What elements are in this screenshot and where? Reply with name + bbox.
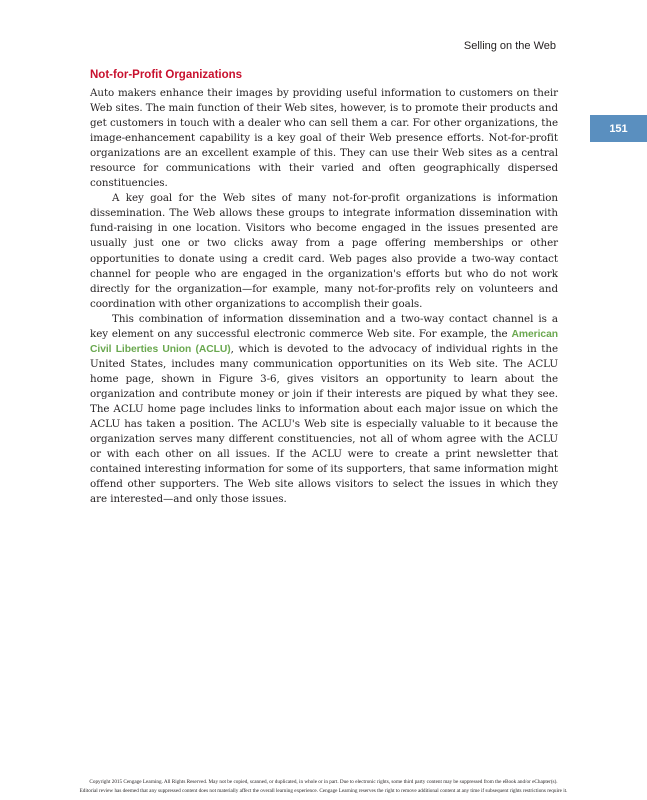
page-number-tab: 151 xyxy=(590,115,647,142)
paragraph-3-text-before: This combination of information dissemination and a two-way contact channel is a key element on any successful electronic commerce Web site. For example, the xyxy=(90,312,558,340)
paragraph-3 xyxy=(90,312,558,508)
paragraph-2: A key goal for the Web sites of many not-for-profit organizations is information dissemination. The Web allows these groups to integrate information dissemination with fund-raising in one location. Visitors who become engaged in the issues presented are usually just one or two clicks away from a page offering memberships or other opportunities to donate using a credit card. Web pages also provide a two-way contact channel for people who are engaged in the organization's efforts but who do not work directly for the organization—for example, many not-for-profits rely on volunteers and coordination with other organizations to accomplish their goals. xyxy=(90,192,558,310)
copyright-footer-line-1: Copyright 2015 Cengage Learning. All Rights Reserved. May not be copied, scanned, or duplicated, in whole or in part. Due to electronic rights, some third party content may be suppressed from the eBook and/or eChapter(s). xyxy=(89,779,558,785)
running-head-title: Selling on the Web xyxy=(463,40,556,52)
aclu-link[interactable]: American Civil Liberties Union (ACLU) xyxy=(90,328,558,355)
paragraph-3-text-after: , which is devoted to the advocacy of individual rights in the United States, includes many communication opportunities on its Web site. The ACLU home page, shown in Figure 3-6, gives visitors an opportunity to learn about the organization and contribute money or join if their interests are piqued by what they see. The ACLU home page includes links to information about each major issue on which the ACLU has taken a position. The ACLU's Web site is especially valuable to it because the organization serves many different constituencies, not all of whom agree with the ACLU or with each other on all issues. If the ACLU were to create a print newsletter that contained interesting information for some of its supporters, that same information might offend other supporters. The Web site allows visitors to select the issues in which they are interested—and only those issues. xyxy=(90,342,559,506)
body-text xyxy=(90,86,558,507)
copyright-footer-line-2: Editorial review has deemed that any suppressed content does not materially affect the overall learning experience. Cengage Learning reserves the right to remove additional content at any time if subsequent rights restrictions require it. xyxy=(79,788,568,794)
paragraph-1: Auto makers enhance their images by providing useful information to customers on their Web sites. The main function of their Web sites, however, is to promote their products and get customers in touch with a dealer who can sell them a car. For other organizations, the image-enhancement capability is a key goal of their Web presence efforts. Not-for-profit organizations are an excellent example of this. They can use their Web sites as a central resource for communications with their varied and often geographically dispersed constituencies. xyxy=(90,87,558,190)
section-heading: Not-for-Profit Organizations xyxy=(90,69,243,81)
